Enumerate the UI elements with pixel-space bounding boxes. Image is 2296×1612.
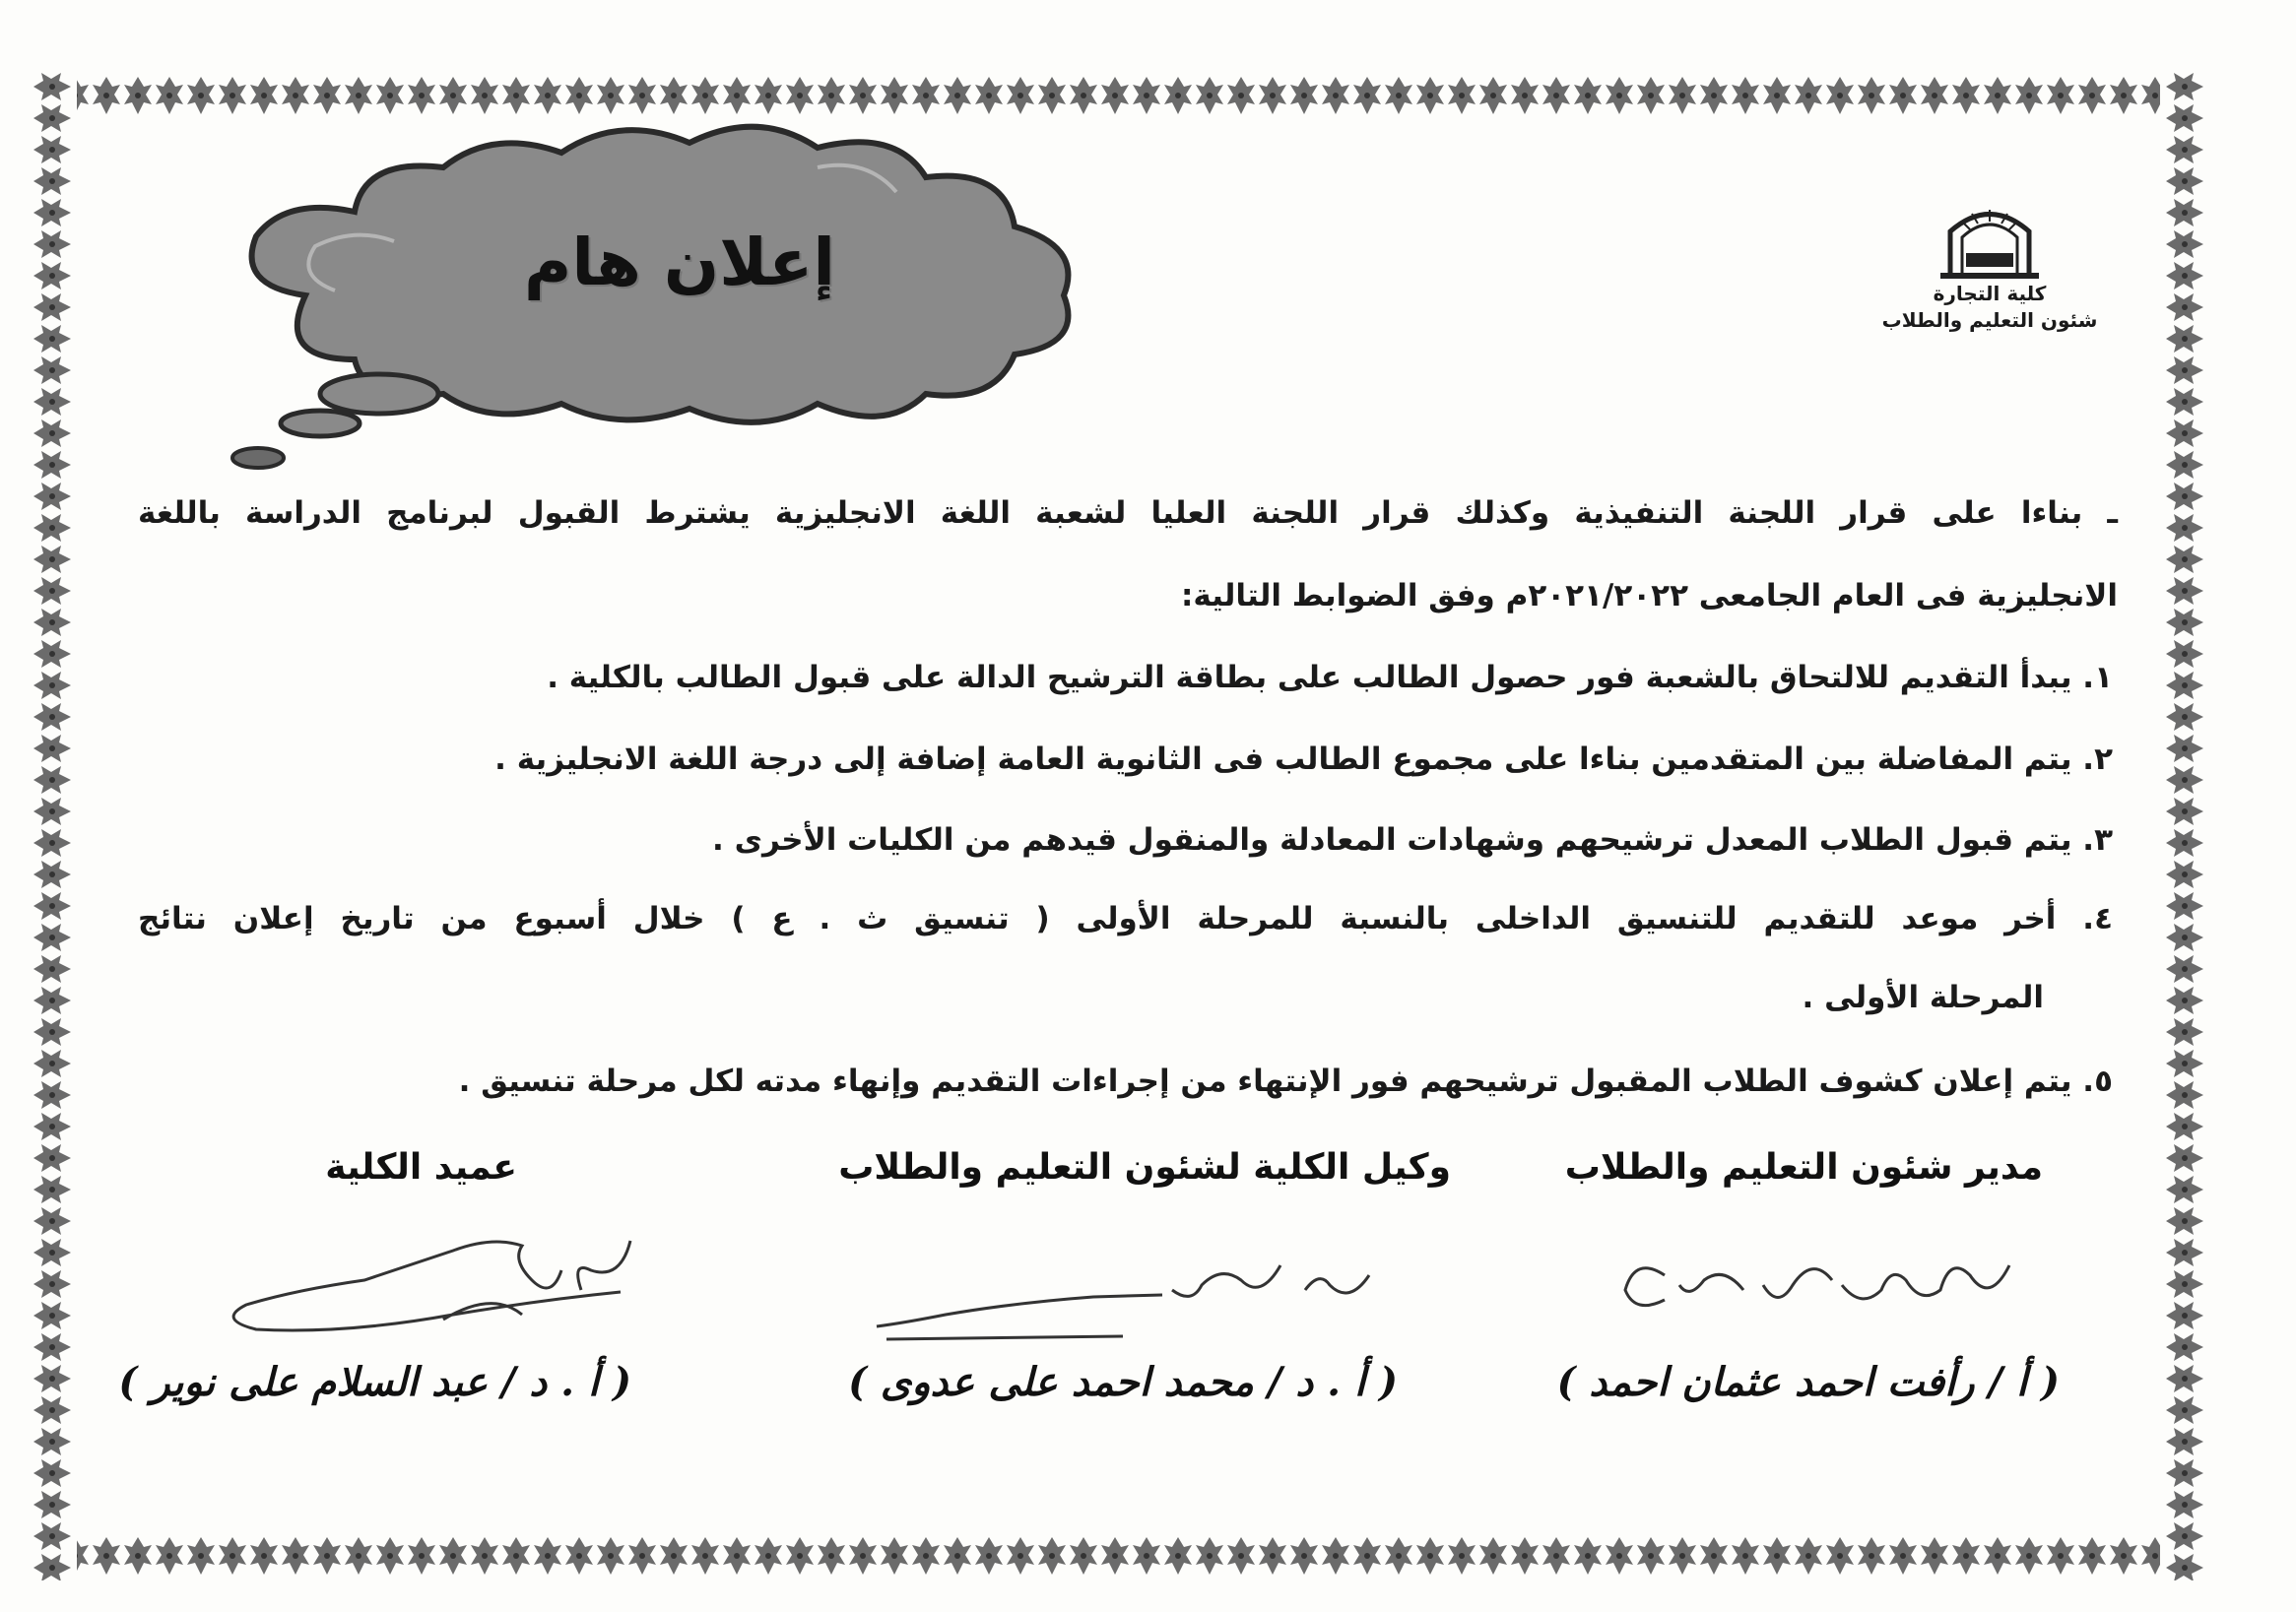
signature-title-vice-dean: وكيل الكلية لشئون التعليم والطلاب xyxy=(838,1147,1451,1188)
announcement-title: إعلان هام xyxy=(523,225,836,300)
rule-item-4-continued: المرحلة الأولى . xyxy=(1802,980,2044,1015)
rule-item-2: ٢. يتم المفاضلة بين المتقدمين بناءا على مجموع الطالب فى الثانوية العامة إضافة إلى درجة اللغة الانجليزية . xyxy=(494,742,2113,777)
university-emblem-icon xyxy=(1931,202,2049,281)
intro-line-2: الانجليزية فى العام الجامعى ٢٠٢١/٢٠٢٢م وفق الضوابط التالية: xyxy=(1180,578,2118,613)
department-name: شئون التعليم والطلاب xyxy=(1881,308,2098,332)
intro-line-1: ـ بناءا على قرار اللجنة التنفيذية وكذلك قرار اللجنة العليا لشعبة اللغة الانجليزية يشترط القبول لبرنامج الدراسة باللغة xyxy=(138,495,2118,531)
rule-item-3: ٣. يتم قبول الطلاب المعدل ترشيحهم وشهادات المعادلة والمنقول قيدهم من الكليات الأخرى . xyxy=(712,822,2113,858)
vice-dean-signature xyxy=(867,1246,1379,1354)
signatory-name-director: ( أ / رأفت احمد عثمان احمد ) xyxy=(1556,1359,2060,1405)
leaf-border-right xyxy=(2160,71,2209,1580)
leaf-border-bottom xyxy=(28,1531,2209,1580)
signature-title-dean: عميد الكلية xyxy=(325,1147,517,1188)
director-signature xyxy=(1596,1236,2029,1324)
leaf-border-left xyxy=(28,71,77,1580)
announcement-cloud xyxy=(217,108,1123,492)
rule-item-1: ١. يبدأ التقديم للالتحاق بالشعبة فور حصول الطالب على بطاقة الترشيح الدالة على قبول الطالب بالكلية . xyxy=(547,660,2113,695)
signatory-name-vice-dean: ( أ . د / محمد احمد على عدوى ) xyxy=(848,1359,1398,1405)
signature-title-director: مدير شئون التعليم والطلاب xyxy=(1564,1147,2043,1188)
dean-signature xyxy=(197,1221,650,1349)
rule-item-5: ٥. يتم إعلان كشوف الطلاب المقبول ترشيحهم فور الإنتهاء من إجراءات التقديم وإنهاء مدته لكل مرحلة تنسيق . xyxy=(458,1064,2113,1099)
faculty-logo xyxy=(1881,202,2098,334)
rule-item-4: ٤. أخر موعد للتقديم للتنسيق الداخلى بالنسبة للمرحلة الأولى ( تنسيق ث . ع ) خلال أسبوع من تاريخ إعلان نتائج xyxy=(138,901,2113,936)
signatory-name-dean: ( أ . د / عبد السلام على نوير ) xyxy=(118,1359,631,1405)
faculty-name: كلية التجارة xyxy=(1933,282,2047,305)
